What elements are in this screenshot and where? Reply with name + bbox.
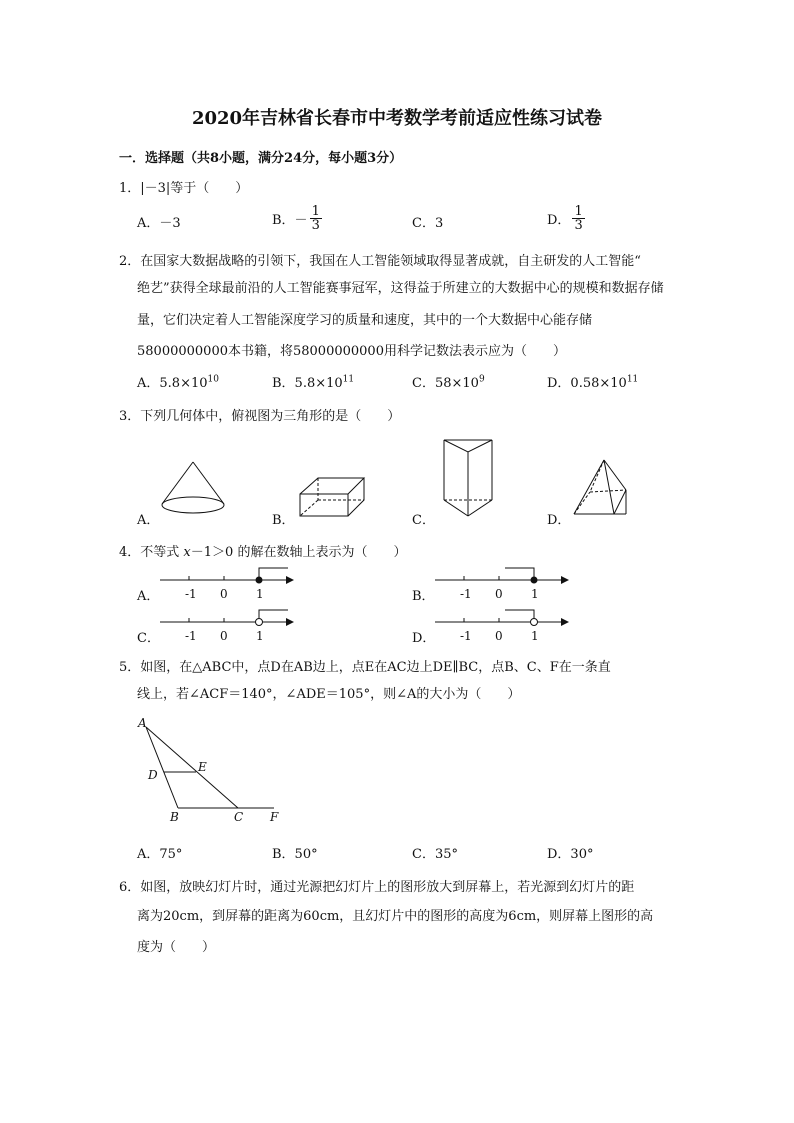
number-line-d bbox=[435, 608, 575, 644]
fraction-numerator: 1 bbox=[311, 204, 320, 219]
tick-label: -1 bbox=[460, 587, 472, 601]
tick-label: 1 bbox=[531, 587, 539, 601]
q2-option-a bbox=[137, 372, 219, 391]
page-title: 2020年吉林省长春市中考数学考前适应性练习试卷 bbox=[191, 108, 603, 129]
vertex-label-e: E bbox=[198, 760, 207, 774]
vertex-label-c: C bbox=[234, 810, 244, 824]
q4-option-c: C． bbox=[137, 631, 160, 646]
question-6-line-2: 离为20cm，到屏幕的距离为60cm，且幻灯片中的图形的高度为6cm，则屏幕上图形的高 bbox=[137, 909, 654, 924]
q2-option-c-exponent: 9 bbox=[478, 374, 485, 385]
question-5-line-2: 线上，若∠ACF＝140°，∠ADE＝105°，则∠A的大小为（ ） bbox=[137, 687, 521, 702]
question-5-line-1: 5．如图，在△ABC中，点D在AB边上，点E在AC边上DE∥BC，点B、C、F在一条直 bbox=[119, 660, 611, 675]
number-line-b bbox=[435, 566, 575, 602]
number-line-a bbox=[160, 566, 300, 602]
q4-option-a: A． bbox=[137, 589, 160, 604]
question-4-stem bbox=[119, 541, 406, 560]
q4-option-b: B． bbox=[412, 589, 435, 604]
triangle-figure bbox=[134, 715, 294, 825]
question-3-stem: 3．下列几何体中，俯视图为三角形的是（ ） bbox=[119, 409, 401, 424]
q2-option-b-exponent: 11 bbox=[342, 374, 355, 385]
q3-option-d: D． bbox=[547, 513, 571, 528]
vertex-label-a: A bbox=[138, 716, 147, 730]
q2-option-b-base: B．5.8×10 bbox=[272, 376, 343, 391]
closed-point-marker bbox=[256, 577, 263, 584]
q2-option-d-base: D．0.58×10 bbox=[547, 376, 627, 391]
open-point-marker bbox=[256, 619, 263, 626]
tick-label: -1 bbox=[185, 629, 197, 643]
q5-option-d: D．30° bbox=[547, 847, 594, 862]
pyramid-figure bbox=[570, 458, 630, 520]
q3-option-c: C． bbox=[412, 513, 435, 528]
q2-option-d-exponent: 11 bbox=[626, 374, 639, 385]
q5-option-c: C．35° bbox=[412, 847, 458, 862]
q2-option-b bbox=[272, 372, 354, 391]
q1-option-b-fraction bbox=[310, 205, 322, 232]
q2-option-d bbox=[547, 372, 638, 391]
number-line-c bbox=[160, 608, 300, 644]
tick-label: 0 bbox=[220, 587, 228, 601]
q2-option-a-exponent: 10 bbox=[207, 374, 219, 385]
question-2-line-1: 2．在国家大数据战略的引领下，我国在人工智能领域取得显著成就，自主研发的人工智能“ bbox=[119, 254, 641, 269]
triangular-prism-figure bbox=[440, 438, 500, 520]
q1-option-d bbox=[547, 205, 585, 232]
q2-option-a-base: A．5.8×10 bbox=[137, 376, 208, 391]
q4-variable: x bbox=[183, 545, 191, 560]
open-point-marker bbox=[531, 619, 538, 626]
cuboid-figure bbox=[298, 464, 368, 519]
q1-option-a: A．－3 bbox=[137, 216, 181, 231]
question-1-stem: 1．|－3|等于（ ） bbox=[119, 181, 249, 196]
q4-option-d: D． bbox=[412, 631, 436, 646]
section-heading: 一．选择题（共8小题，满分24分，每小题3分） bbox=[119, 151, 403, 166]
vertex-label-b: B bbox=[170, 810, 179, 824]
q5-option-a: A．75° bbox=[137, 847, 183, 862]
q1-option-d-fraction bbox=[572, 205, 584, 232]
question-6-line-1: 6．如图，放映幻灯片时，通过光源把幻灯片上的图形放大到屏幕上，若光源到幻灯片的距 bbox=[119, 880, 635, 895]
q3-option-a: A． bbox=[137, 513, 160, 528]
fraction-denominator: 3 bbox=[311, 218, 320, 233]
q2-option-c bbox=[412, 372, 485, 391]
closed-point-marker bbox=[531, 577, 538, 584]
q1-option-b bbox=[272, 205, 322, 232]
question-2-body: 绝艺”获得全球最前沿的人工智能赛事冠军，这得益于所建立的大数据中心的规模和数据存储量，它们决定着人工智能深度学习的质量和速度，其中的一个大数据中心能存储58000000000本书籍，将58000000000用科学记数法表示应为（ ） bbox=[137, 281, 664, 359]
q4-stem-prefix: 4．不等式 bbox=[119, 545, 180, 560]
q1-option-b-prefix: B．－ bbox=[272, 213, 308, 228]
fraction-numerator: 1 bbox=[574, 204, 583, 219]
tick-label: 0 bbox=[220, 629, 228, 643]
tick-label: -1 bbox=[460, 629, 472, 643]
q1-option-c: C．3 bbox=[412, 216, 444, 231]
q5-option-b: B．50° bbox=[272, 847, 318, 862]
tick-label: 1 bbox=[256, 587, 264, 601]
q2-option-c-base: C．58×10 bbox=[412, 376, 479, 391]
q4-stem-suffix: －1＞0 的解在数轴上表示为（ ） bbox=[190, 545, 407, 560]
tick-label: 0 bbox=[495, 629, 503, 643]
tick-label: 1 bbox=[531, 629, 539, 643]
vertex-label-d: D bbox=[148, 768, 158, 782]
tick-label: 0 bbox=[495, 587, 503, 601]
tick-label: 1 bbox=[256, 629, 264, 643]
tick-label: -1 bbox=[185, 587, 197, 601]
vertex-label-f: F bbox=[270, 810, 279, 824]
q1-option-d-prefix: D． bbox=[547, 213, 571, 228]
question-6-line-3: 度为（ ） bbox=[137, 940, 216, 955]
q3-option-b: B． bbox=[272, 513, 295, 528]
fraction-denominator: 3 bbox=[574, 218, 583, 233]
cone-figure bbox=[158, 460, 228, 520]
